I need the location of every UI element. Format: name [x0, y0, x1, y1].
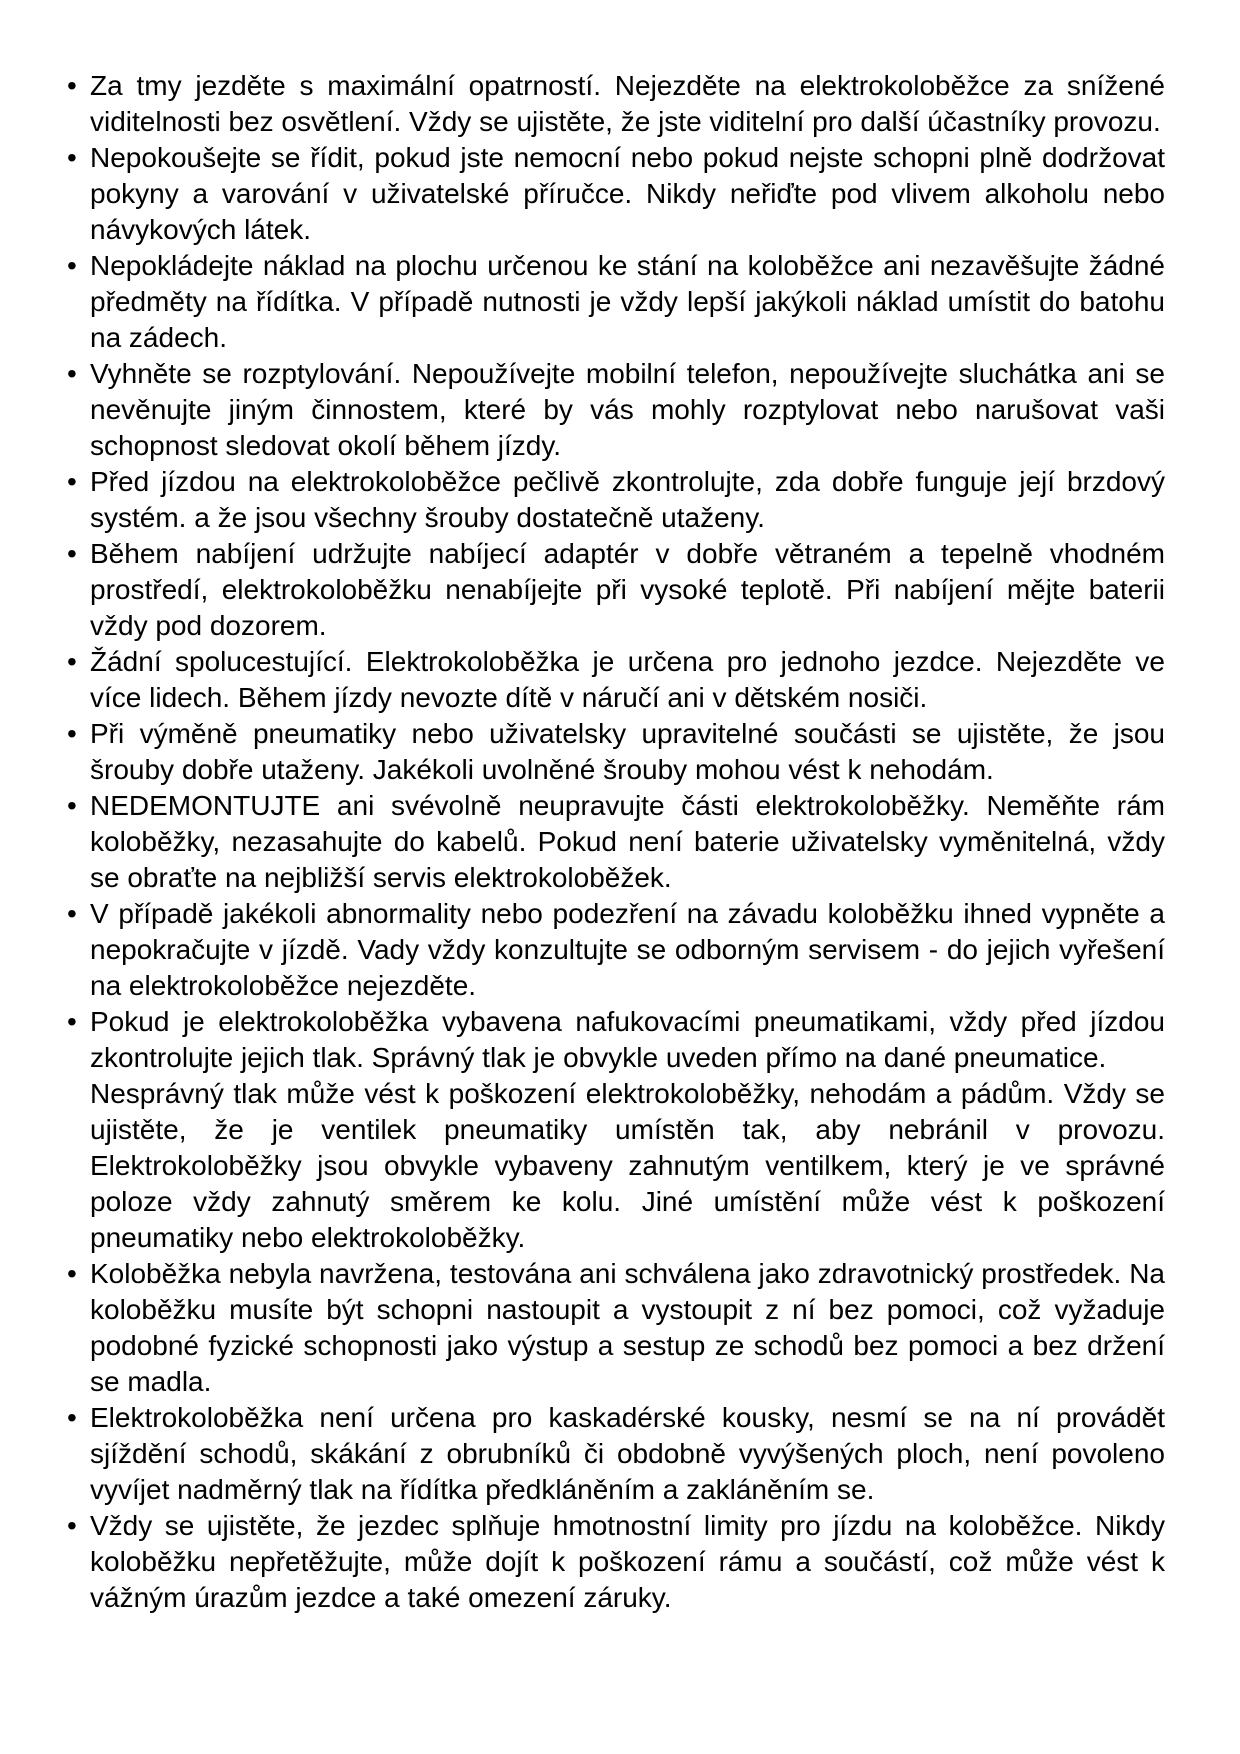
list-item — [66, 896, 1165, 1004]
paragraph: Vždy se ujistěte, že jezdec splňuje hmotnostní limity pro jízdu na koloběžce. Nikdy koloběžku nepřetěžujte, může dojít k poškození rámu a součástí, což může vést k vážným úrazům jezdce a také omezení záruky. — [90, 1510, 1165, 1613]
bullet-marker: • — [67, 358, 77, 389]
list-item — [66, 644, 1165, 716]
bullet-marker: • — [67, 646, 77, 677]
paragraph: V případě jakékoli abnormality nebo podezření na závadu koloběžku ihned vypněte a nepokračujte v jízdě. Vady vždy konzultujte se odborným servisem - do jejich vyřešení na elektrokoloběžce nejezděte. — [90, 898, 1165, 1001]
paragraph: NEDEMONTUJTE ani svévolně neupravujte části elektrokoloběžky. Neměňte rám koloběžky, nezasahujte do kabelů. Pokud není baterie uživatelsky vyměnitelná, vždy se obraťte na nejbližší servis elektrokoloběžek. — [90, 790, 1165, 893]
list-item-text — [90, 788, 1165, 896]
paragraph: Pokud je elektrokoloběžka vybavena nafukovacími pneumatikami, vždy před jízdou zkontrolujte jejich tlak. Správný tlak je obvykle uveden přímo na dané pneumatice. — [90, 1006, 1165, 1073]
list-item-text — [90, 464, 1165, 536]
bullet-marker: • — [67, 898, 77, 929]
bullet-marker: • — [67, 1402, 77, 1433]
list-item — [66, 140, 1165, 248]
paragraph: Při výměně pneumatiky nebo uživatelsky upravitelné součásti se ujistěte, že jsou šrouby dobře utaženy. Jakékoli uvolněné šrouby mohou vést k nehodám. — [90, 718, 1165, 785]
bullet-marker: • — [67, 70, 77, 101]
paragraph: Před jízdou na elektrokoloběžce pečlivě zkontrolujte, zda dobře funguje její brzdový systém. a že jsou všechny šrouby dostatečně utaženy. — [90, 466, 1165, 533]
list-item-text — [90, 716, 1165, 788]
paragraph: Elektrokoloběžka není určena pro kaskadérské kousky, nesmí se na ní provádět sjíždění schodů, skákání z obrubníků či obdobně vyvýšených ploch, není povoleno vyvíjet nadměrný tlak na řídítka předkláněním a zakláněním se. — [90, 1402, 1165, 1505]
list-item-text — [90, 644, 1165, 716]
list-item-text — [90, 536, 1165, 644]
list-item-text — [90, 248, 1165, 356]
paragraph: Koloběžka nebyla navržena, testována ani schválena jako zdravotnický prostředek. Na koloběžku musíte být schopni nastoupit a vystoupit z ní bez pomoci, což vyžaduje podobné fyzické schopnosti jako výstup a sestup ze schodů bez pomoci a bez držení se madla. — [90, 1258, 1165, 1397]
safety-list — [66, 68, 1165, 1616]
paragraph: Nepokoušejte se řídit, pokud jste nemocní nebo pokud nejste schopni plně dodržovat pokyny a varování v uživatelské příručce. Nikdy neřiďte pod vlivem alkoholu nebo návykových látek. — [90, 142, 1165, 245]
bullet-marker: • — [67, 466, 77, 497]
paragraph: Nepokládejte náklad na plochu určenou ke stání na koloběžce ani nezavěšujte žádné předměty na řídítka. V případě nutnosti je vždy lepší jakýkoli náklad umístit do batohu na zádech. — [90, 250, 1165, 353]
list-item-text — [90, 896, 1165, 1004]
paragraph: Za tmy jezděte s maximální opatrností. Nejezděte na elektrokoloběžce za snížené viditelnosti bez osvětlení. Vždy se ujistěte, že jste viditelní pro další účastníky provozu. — [90, 70, 1165, 137]
list-item — [66, 68, 1165, 140]
list-item — [66, 1508, 1165, 1616]
list-item-text — [90, 1004, 1165, 1256]
list-item-text — [90, 1256, 1165, 1400]
list-item-text — [90, 68, 1165, 140]
list-item — [66, 788, 1165, 896]
paragraph: Žádní spolucestující. Elektrokoloběžka je určena pro jednoho jezdce. Nejezděte ve více lidech. Během jízdy nevozte dítě v náručí ani v dětském nosiči. — [90, 646, 1165, 713]
bullet-marker: • — [67, 1258, 77, 1289]
list-item-text — [90, 1508, 1165, 1616]
list-item — [66, 248, 1165, 356]
bullet-marker: • — [67, 1510, 77, 1541]
list-item-text — [90, 356, 1165, 464]
list-item — [66, 1256, 1165, 1400]
bullet-marker: • — [67, 538, 77, 569]
list-item — [66, 716, 1165, 788]
bullet-marker: • — [67, 718, 77, 749]
list-item — [66, 536, 1165, 644]
list-item — [66, 356, 1165, 464]
paragraph: Vyhněte se rozptylování. Nepoužívejte mobilní telefon, nepoužívejte sluchátka ani se nevěnujte jiným činnostem, které by vás mohly rozptylovat nebo narušovat vaši schopnost sledovat okolí během jízdy. — [90, 358, 1165, 461]
list-item-text — [90, 140, 1165, 248]
list-item — [66, 464, 1165, 536]
paragraph: Během nabíjení udržujte nabíjecí adaptér v dobře větraném a tepelně vhodném prostředí, elektrokoloběžku nenabíjejte při vysoké teplotě. Při nabíjení mějte baterii vždy pod dozorem. — [90, 538, 1165, 641]
list-item — [66, 1004, 1165, 1256]
bullet-marker: • — [67, 142, 77, 173]
bullet-marker: • — [67, 790, 77, 821]
list-item-text — [90, 1400, 1165, 1508]
bullet-marker: • — [67, 1006, 77, 1037]
paragraph: Nesprávný tlak může vést k poškození elektrokoloběžky, nehodám a pádům. Vždy se ujistěte, že je ventilek pneumatiky umístěn tak, aby nebránil v provozu. Elektrokoloběžky jsou obvykle vybaveny zahnutým ventilkem, který je ve správné poloze vždy zahnutý směrem ke kolu. Jiné umístění může vést k poškození pneumatiky nebo elektrokoloběžky. — [90, 1078, 1165, 1253]
bullet-marker: • — [67, 250, 77, 281]
list-item — [66, 1400, 1165, 1508]
